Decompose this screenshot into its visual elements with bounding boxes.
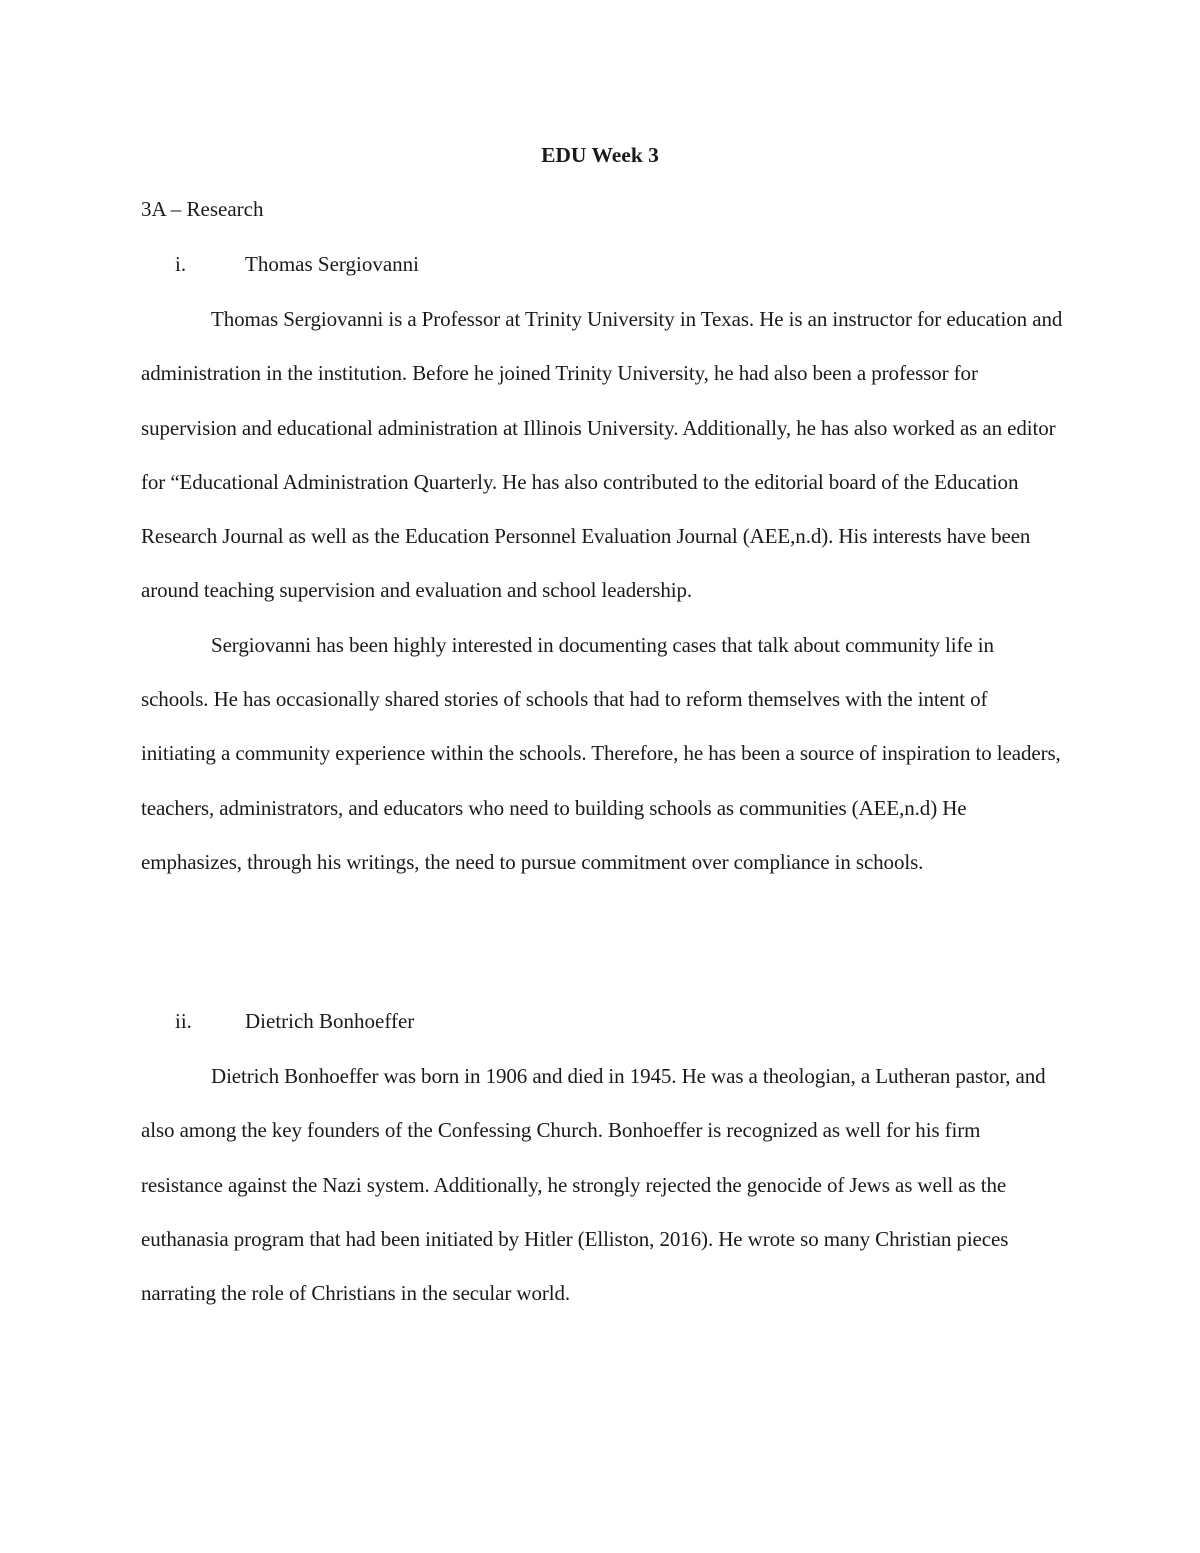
list-item-heading-bonhoeffer bbox=[175, 1009, 414, 1034]
list-heading-text: Dietrich Bonhoeffer bbox=[245, 1009, 415, 1033]
paragraph: Dietrich Bonhoeffer was born in 1906 and died in 1945. He was a theologian, a Lutheran pastor, and also among the key founders of the Confessing Church. Bonhoeffer is recognized as well for his firm resistance against the Nazi system. Additionally, he strongly rejected the genocide of Jews as well as the euthanasia program that had been initiated by Hitler (Elliston, 2016). He wrote so many Christian pieces narrating the role of Christians in the secular world. bbox=[141, 1064, 1046, 1306]
list-heading-text: Thomas Sergiovanni bbox=[245, 252, 420, 276]
bonhoeffer-body bbox=[141, 1049, 1066, 1320]
paragraph: Thomas Sergiovanni is a Professor at Trinity University in Texas. He is an instructor for education and administration in the institution. Before he joined Trinity University, he had also been a professor for supervision and educational administration at Illinois University. Additionally, he has also worked as an editor for “Educational Administration Quarterly. He has also contributed to the editorial board of the Education Research Journal as well as the Education Personnel Evaluation Journal (AEE,n.d). His interests have been around teaching supervision and evaluation and school leadership. bbox=[141, 307, 1063, 603]
document-title: EDU Week 3 bbox=[541, 143, 659, 167]
paragraph: Sergiovanni has been highly interested in documenting cases that talk about community life in schools. He has occasionally shared stories of schools that had to reform themselves with the intent of initiating a community experience within the schools. Therefore, he has been a source of inspiration to leaders, teachers, administrators, and educators who need to building schools as communities (AEE,n.d) He emphasizes, through his writings, the need to pursue commitment over compliance in schools. bbox=[141, 632, 1061, 874]
list-numeral: ii. bbox=[175, 1009, 192, 1033]
list-item-heading-sergiovanni bbox=[175, 252, 419, 277]
section-heading: 3A – Research bbox=[141, 197, 264, 221]
sergiovanni-body bbox=[141, 292, 1066, 889]
list-numeral: i. bbox=[175, 252, 187, 276]
